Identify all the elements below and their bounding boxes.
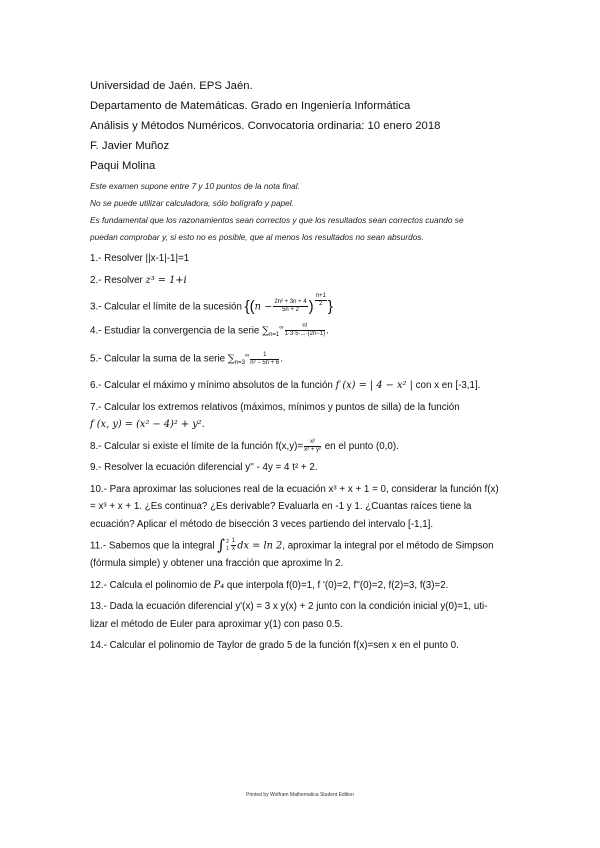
problem-text: = x³ + x + 1. ¿Es continua? ¿Es derivable? Evaluarla en -1 y 1. ¿Cuantas raíces tiene la [90,501,472,513]
math-expression: f (x) = | 4 − x² | [335,380,413,392]
problem-8: 8.- Calcular si existe el límite de la función f(x,y)= $\frac{\text{x²}}{\text{x² + y²}}$ en el punto (0,0). [90,438,399,453]
exponent: $\frac{n+1}{2}$ [315,293,326,307]
problem-9 [90,459,560,477]
problem-text: 9.- Resolver la ecuación diferencial y'' - 4y = 4 t² + 2. [90,462,318,474]
problem-1 [90,250,560,268]
header-author-2: Paqui Molina [90,160,156,172]
problem-5: 5.- Calcular la suma de la serie $\sum_{n=3}^\infty$ $\frac{1}{\text{n² − 5n + 6}}$ . [90,351,283,367]
problem-2 [90,272,560,290]
header-department: Departamento de Matemáticas. Grado en Ingeniería Informática [90,100,411,112]
problem-text: 1.- Resolver ||x-1|-1|=1 [90,253,190,264]
math-expression: z³ = 1+i [145,274,187,286]
problem-text: 11.- Sabemos que la integral [90,540,218,552]
note-line: puedan comprobar y, si esto no es posible, que al menos los resultados no sean absurdos. [90,232,424,242]
fraction [304,439,321,454]
fraction [273,299,307,314]
math-expression: dx = ln 2 [237,540,283,552]
exam-notes [90,178,560,246]
math-expression: f (x, y) = (x² − 4)² + y². [90,419,205,431]
problem-6: 6.- Calcular el máximo y mínimo absolutos de la función f (x) = | 4 − x² | con x en [-3,1]. [90,380,481,392]
numerator: 2n² + 3n + 4 [274,299,307,306]
fraction [285,323,326,338]
problem-7 [90,399,560,434]
problem-text: (fórmula simple) y obtener una fracción que aproxime ln 2. [90,558,344,570]
numerator: 1 [250,352,279,360]
header-author-1: F. Javier Muñoz [90,140,170,152]
problem-text: 8.- Calcular si existe el límite de la función f(x,y)= [90,440,304,452]
page-footer: Printed by Wolfram Mathematica Student Edition [246,792,354,798]
problem-text: 13.- Dada la ecuación diferencial y'(x) = 3 x y(x) + 2 junto con la condición inicial y(0)=1, uti- [90,601,488,613]
numerator: x² [304,439,321,447]
problem-14 [90,637,560,655]
numerator: n! [285,323,326,331]
problem-text: 6.- Calcular el máximo y mínimo absolutos de la función [90,380,336,392]
note-line: Este examen supone entre 7 y 10 puntos de la nota final. [90,181,300,191]
denominator: 1·3·5·...·(2n−1) [284,330,326,337]
fraction: 2 1 [226,538,229,552]
problem-10 [90,481,560,534]
denominator: x² + y² [304,446,322,453]
problem-text: 4.- Estudiar la convergencia de la serie [90,325,263,337]
header-course: Análisis y Métodos Numéricos. Convocatoria ordinaria: 10 enero 2018 [90,120,441,132]
denominator: n² − 5n + 6 [250,359,280,366]
problem-text: 14.- Calcular el polinomio de Taylor de grado 5 de la función f(x)=sen x en el punto 0. [90,640,459,652]
denominator: 5n + 2 [282,307,299,314]
problem-4: 4.- Estudiar la convergencia de la serie $\sum_{n=1}^\infty$ $\frac{n!}{1\cdot 3\cdot 5\cdot...\cdot(2n-1)}$ . [90,322,329,338]
problem-text: 7.- Calcular los extremos relativos (máximos, mínimos y puntos de silla) de la función [90,401,460,413]
problem-text: 3.- Calcular el límite de la sucesión [90,301,245,313]
problem-text: ecuación? Aplicar el método de bisección 3 veces partiendo del intervalo [-1,1]. [90,518,434,530]
problem-11: 11.- Sabemos que la integral ∫ 2 1 $\frac{1}{x}$ dx = ln 2, aproximar la integral por el método de Simpson (fórmula simple) y obtener una fracción que aproxime ln 2. [90,537,560,572]
integral-sign: ∫ [217,536,226,555]
problem-list [90,250,560,655]
problem-text: 12.- Calcula el polinomio de [90,579,214,591]
brace-close: } [327,297,333,315]
note-line: Es fundamental que los razonamientos sean correctos y que los resultados sean correctos cuando se [90,215,464,225]
note-line: No se puede utilizar calculadora, sólo bolígrafo y papel. [90,198,294,208]
problem-12: 12.- Calcula el polinomio de P₄ que interpola f(0)=1, f '(0)=2, f''(0)=2, f(2)=3, f(3)=2. [90,579,449,591]
fraction [250,352,279,367]
problem-text: 2.- Resolver [90,274,146,286]
exam-page [90,76,560,655]
brace-open: {( [244,297,255,315]
problem-text: 5.- Calcular la suma de la serie [90,353,228,365]
problem-text: 10.- Para aproximar las soluciones real de la ecuación x³ + x + 1 = 0, considerar la función f(x) [90,483,499,495]
problem-3: 3.- Calcular el límite de la sucesión {(n − $\frac{\text{2n² + 3n + 4}}{5n + 2}$ ) $\frac{n+1}{2}$ } [90,293,333,315]
problem-13 [90,598,560,633]
header-university: Universidad de Jaén. EPS Jaén. [90,80,253,92]
problem-text: lizar el método de Euler para aproximar y(1) con paso 0.5. [90,618,343,630]
math-expression: P₄ [213,579,225,591]
